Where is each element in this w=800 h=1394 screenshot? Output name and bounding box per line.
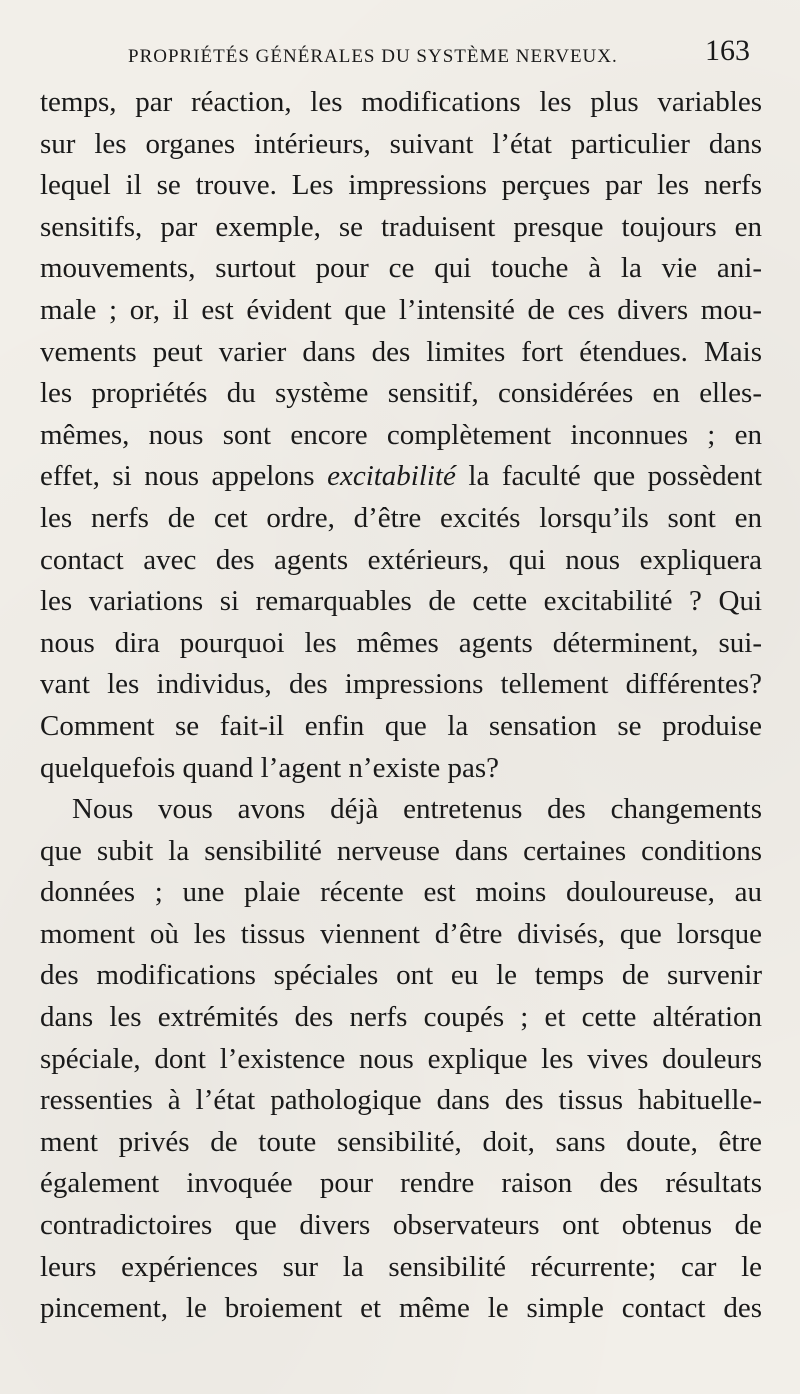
text-line: vements peut varier dans des limites fort étendues. Mais: [40, 335, 762, 368]
text-line: mêmes, nous sont encore complètement inconnues ; en: [40, 418, 762, 451]
text-line: temps, par réaction, les modifications les plus variables: [40, 86, 762, 118]
text-run: effet, si nous appelons: [40, 460, 328, 493]
text-line: lequel il se trouve. Les impressions perçues par les nerfs: [40, 169, 762, 202]
text-line: mouvements, surtout pour ce qui touche à la vie ani-: [40, 252, 762, 285]
text-line: les variations si remarquables de cette excitabilité ? Qui: [40, 585, 762, 618]
text-line: des modifications spéciales ont eu le temps de survenir: [40, 959, 762, 992]
text-line: les nerfs de cet ordre, d’être excités lorsqu’ils sont en: [40, 501, 762, 534]
text-line: Nous vous avons déjà entretenus des changements: [72, 793, 762, 826]
text-line: ressenties à l’état pathologique dans des tissus habituelle-: [40, 1084, 762, 1117]
text-line: pincement, le broiement et même le simple contact des: [40, 1292, 762, 1325]
text-line: Comment se fait-il enfin que la sensation se produise: [40, 709, 762, 742]
text-line: male ; or, il est évident que l’intensité de ces divers mou-: [40, 293, 762, 326]
text-run: la faculté que possèdent: [455, 460, 762, 493]
page-header: [0, 34, 800, 74]
text-line: spéciale, dont l’existence nous explique les vives douleurs: [40, 1042, 762, 1075]
text-line: leurs expériences sur la sensibilité récurrente; car le: [40, 1250, 762, 1283]
text-line: ment privés de toute sensibilité, doit, sans doute, être: [40, 1125, 762, 1158]
text-line: également invoquée pour rendre raison des résultats: [40, 1167, 762, 1200]
text-line: nous dira pourquoi les mêmes agents déterminent, sui-: [40, 626, 762, 659]
text-line: quelquefois quand l’agent n’existe pas?: [40, 751, 500, 784]
page-number: 163: [705, 34, 750, 67]
text-line: vant les individus, des impressions tellement différentes?: [40, 668, 762, 701]
text-line: les propriétés du système sensitif, considérées en elles-: [40, 377, 762, 410]
text-line: que subit la sensibilité nerveuse dans certaines conditions: [40, 834, 762, 867]
body-text: [40, 82, 762, 1330]
text-line: contact avec des agents extérieurs, qui nous expliquera: [40, 543, 762, 576]
text-line: sur les organes intérieurs, suivant l’état particulier dans: [40, 127, 762, 160]
running-title: PROPRIÉTÉS GÉNÉRALES DU SYSTÈME NERVEUX.: [128, 46, 618, 67]
text-line: données ; une plaie récente est moins douloureuse, au: [40, 876, 762, 909]
text-line: [40, 456, 762, 498]
italic-term: excitabilité: [327, 460, 456, 493]
text-line: sensitifs, par exemple, se traduisent presque toujours en: [40, 210, 762, 243]
text-line: contradictoires que divers observateurs ont obtenus de: [40, 1209, 762, 1242]
text-line: dans les extrémités des nerfs coupés ; et cette altération: [40, 1001, 762, 1034]
text-line: moment où les tissus viennent d’être divisés, que lorsque: [40, 917, 762, 950]
